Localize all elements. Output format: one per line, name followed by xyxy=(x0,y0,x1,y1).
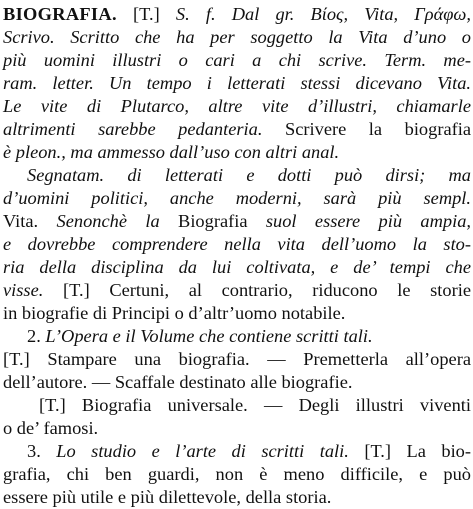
italic-text: ria della disciplina da lui coltivata, e de’ tempi che xyxy=(3,257,471,277)
dictionary-entry xyxy=(3,3,471,509)
entry-line xyxy=(3,26,471,49)
italic-text: Lo studio e l’arte di scritti tali. xyxy=(56,441,349,461)
entry-line xyxy=(3,118,471,141)
roman-text: [T.] La bio- xyxy=(348,441,471,461)
italic-text: d’uomini politici, anche moderni, sarà più sempl. xyxy=(3,188,471,208)
entry-line xyxy=(3,394,471,417)
roman-text: Biografia xyxy=(178,211,248,231)
entry-line xyxy=(3,417,471,440)
entry-line xyxy=(3,440,471,463)
roman-text: dell’autore. — Scaffale destinato alle biografie. xyxy=(3,372,353,392)
entry-line xyxy=(3,233,471,256)
italic-text: Segnatam. di letterati e dotti può dirsi; ma xyxy=(27,165,471,185)
entry-line xyxy=(3,164,471,187)
roman-text: 2. xyxy=(27,326,46,346)
roman-text: [T.] Stampare una biografia. — Premetterla all’opera xyxy=(3,349,471,369)
entry-line xyxy=(3,463,471,486)
entry-line xyxy=(3,72,471,95)
roman-text: [T.] Biografia universale. — Degli illustri viventi xyxy=(39,395,471,415)
italic-text: visse. xyxy=(3,280,44,300)
roman-text: [T.] xyxy=(116,4,176,24)
roman-text: in biografie di Principi o d’altr’uomo notabile. xyxy=(3,303,346,323)
roman-text: essere più utile e più dilettevole, della storia. xyxy=(3,487,332,507)
entry-line xyxy=(3,486,471,509)
italic-text: L’Opera e il Volume che contiene scritti tali. xyxy=(45,326,373,346)
italic-text: è pleon., ma ammesso dall’uso con altri anal. xyxy=(3,142,340,162)
italic-text: più uomini illustri o cari a chi scrive. Term. me- xyxy=(3,50,471,70)
italic-text: ram. letter. Un tempo i letterati stessi dicevano Vita. xyxy=(3,73,471,93)
entry-line xyxy=(3,279,471,302)
headword: BIOGRAFIA. xyxy=(3,4,117,24)
italic-text: Senonchè la xyxy=(38,211,179,231)
entry-line xyxy=(3,95,471,118)
italic-text: altrimenti sarebbe pedanteria. xyxy=(3,119,263,139)
italic-text: Le vite di Plutarco, altre vite d’illustri, chiamarle xyxy=(3,96,471,116)
roman-text: 3. xyxy=(27,441,57,461)
entry-line xyxy=(3,187,471,210)
italic-text: Scrivo. Scritto che ha per soggetto la Vita d’uno o xyxy=(3,27,471,47)
entry-line xyxy=(3,348,471,371)
entry-line xyxy=(3,3,471,26)
entry-line xyxy=(3,325,471,348)
entry-line xyxy=(3,141,471,164)
roman-text: Scrivere la biografia xyxy=(262,119,471,139)
roman-text: grafia, chi ben guardi, non è meno difficile, e può xyxy=(3,464,471,484)
entry-line xyxy=(3,371,471,394)
italic-text: e dovrebbe comprendere nella vita dell’uomo la sto- xyxy=(3,234,471,254)
entry-line xyxy=(3,210,471,233)
roman-text: [T.] Certuni, al contrario, riducono le storie xyxy=(43,280,471,300)
entry-line xyxy=(3,302,471,325)
italic-text: S. f. Dal gr. Βίος, Vita, Γράφω, xyxy=(175,4,471,24)
entry-line xyxy=(3,256,471,279)
roman-text: o de’ famosi. xyxy=(3,418,99,438)
italic-text: suol essere più ampia, xyxy=(247,211,471,231)
roman-text: Vita. xyxy=(3,211,39,231)
entry-line xyxy=(3,49,471,72)
